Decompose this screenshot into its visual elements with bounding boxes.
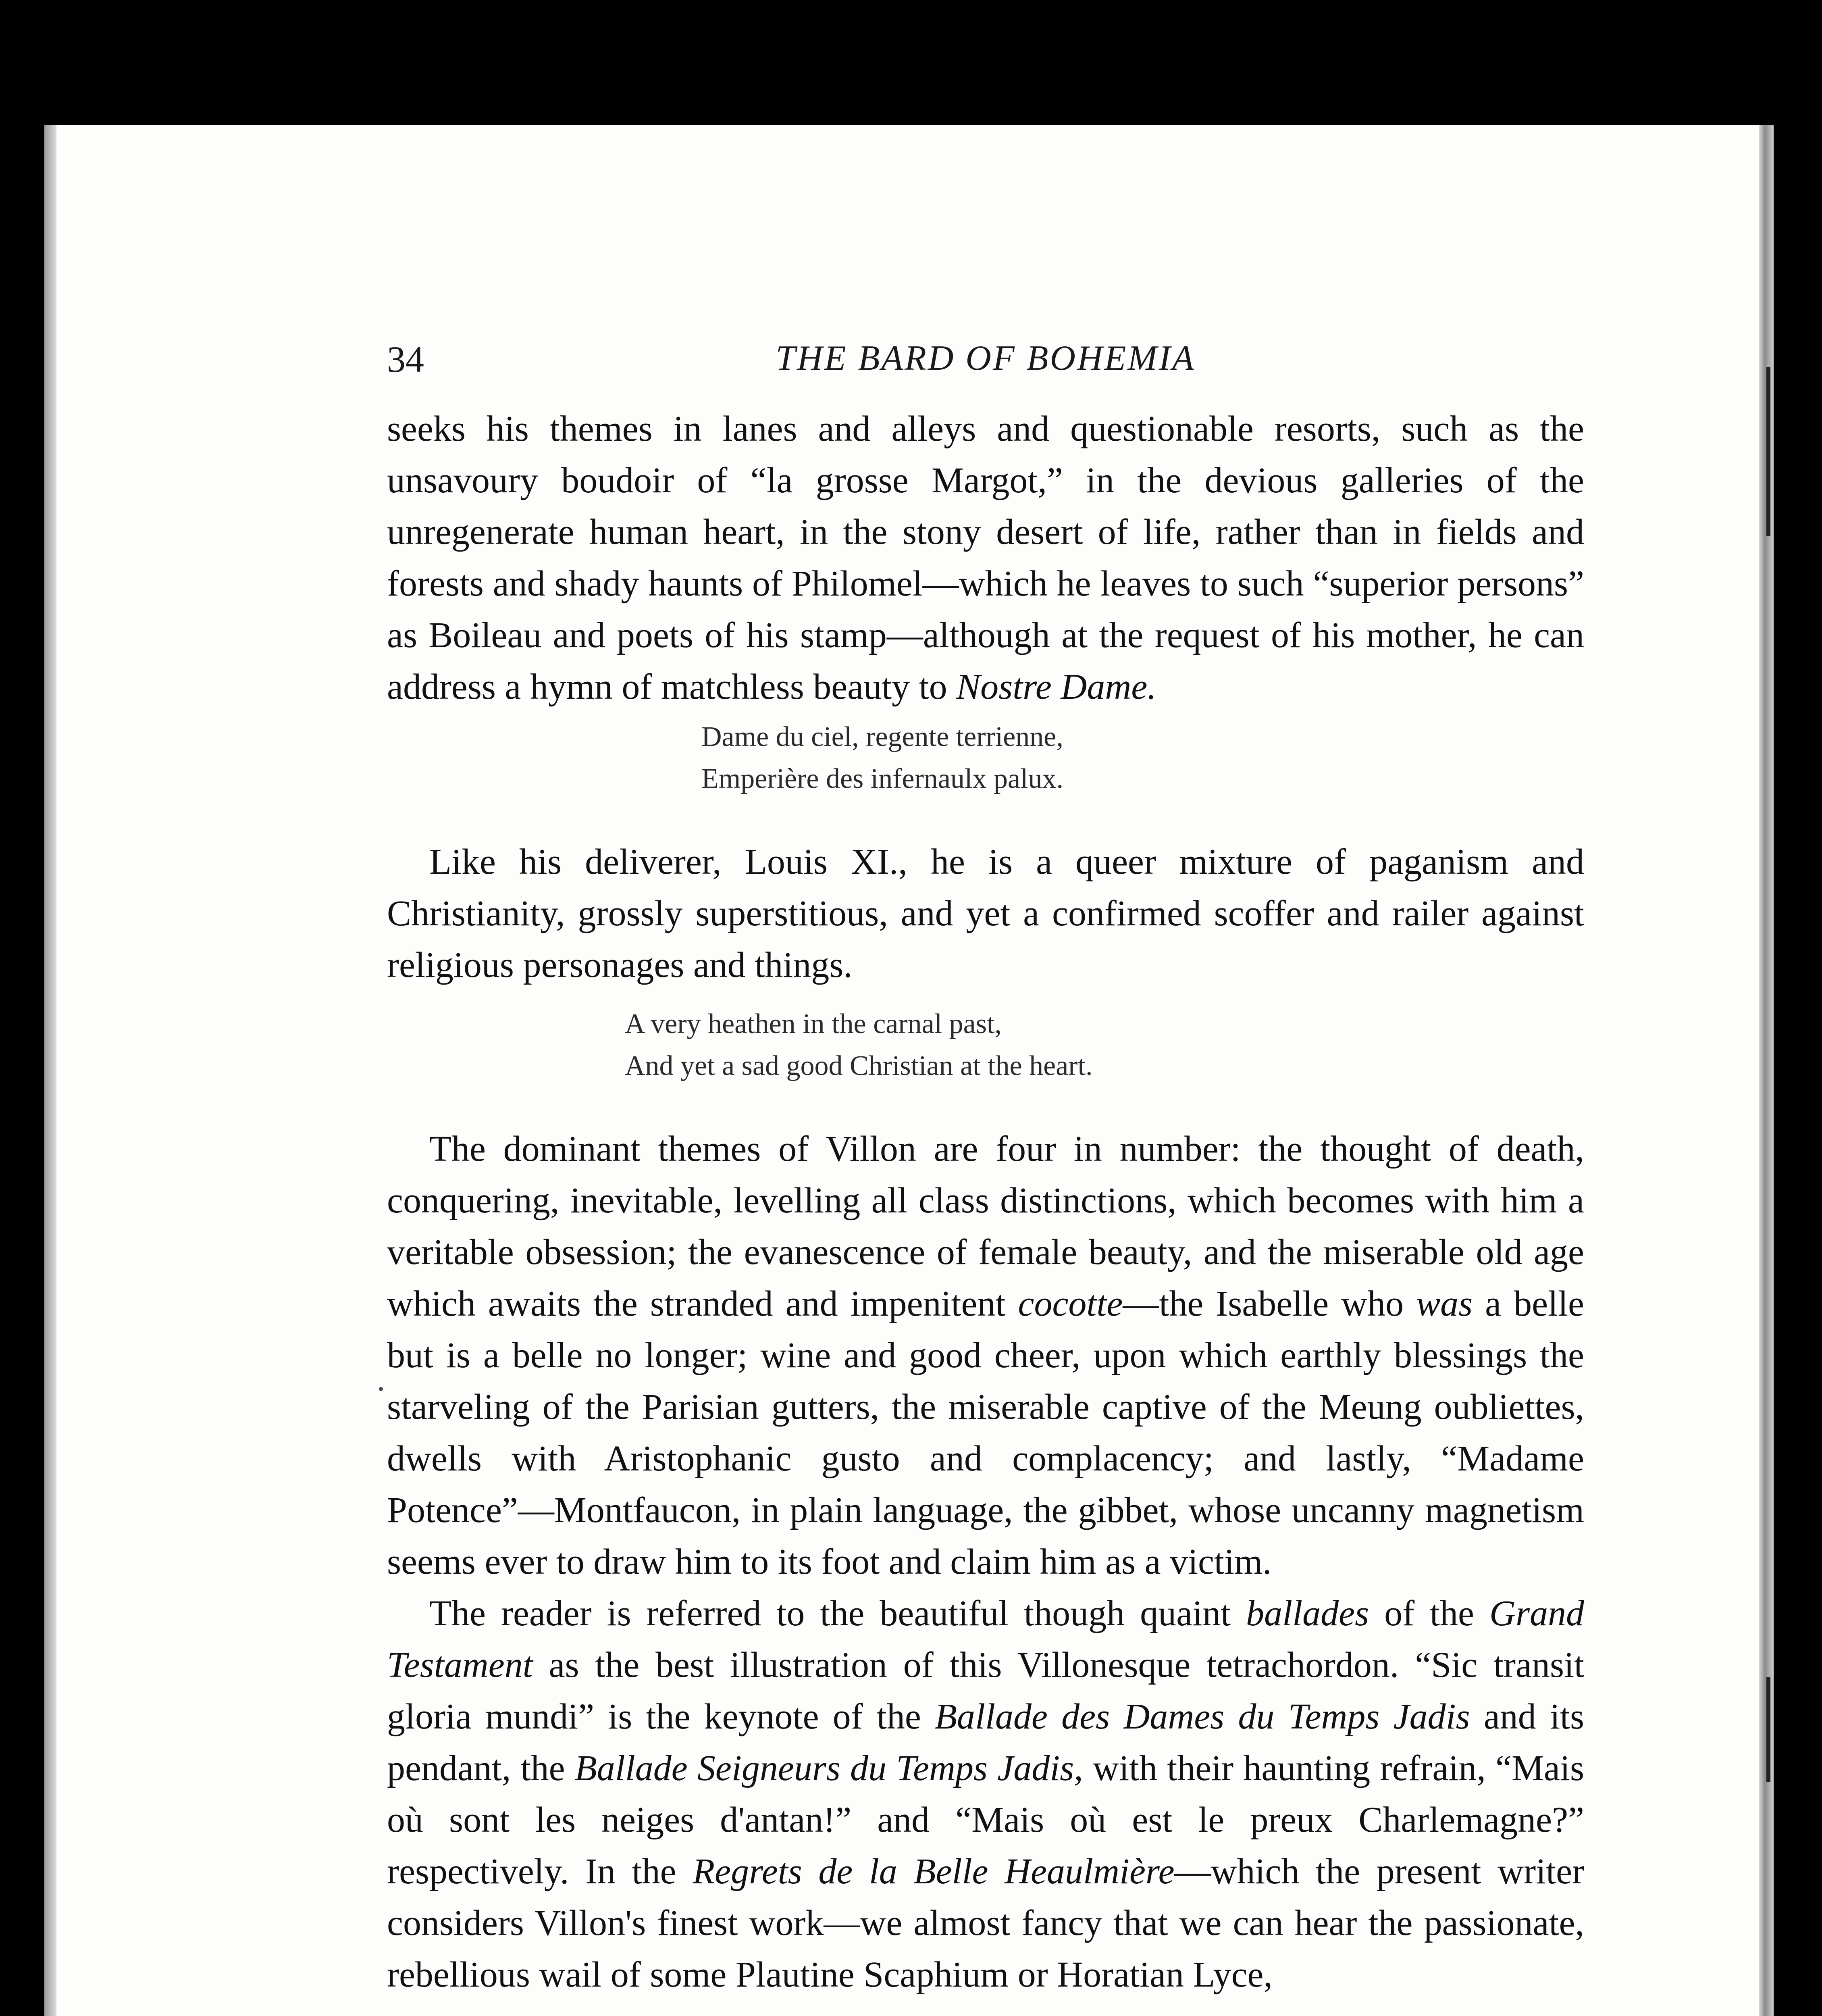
text-run: Like his deliverer, Louis XI., he is a queer mixture of paganism and Christianity, grossly superstitious, and yet a confirmed scoffer and railer against religious personages and things. — [387, 842, 1584, 985]
text-run: of the — [1369, 1593, 1489, 1633]
paragraph-4 — [387, 1588, 1584, 2001]
text-run: with their haunting refrain, “Mais où sont les neiges d'antan!” and “Mais où est le preux Charlemagne?” respectively. In the — [387, 1748, 1584, 1891]
italic-text: Ballade des Dames du Temps Jadis — [935, 1697, 1470, 1737]
italic-text: was — [1416, 1284, 1473, 1324]
italic-text: Regrets de la Belle Heaulmière — [693, 1851, 1175, 1891]
text-run: The reader is referred to the beautiful though quaint — [429, 1593, 1246, 1633]
text-run: —which the present writer considers Villon's finest work—we almost fancy that we can hear the passionate, rebellious wail of some Plautine Scaphium or Horatian Lyce, — [387, 1851, 1585, 1995]
book-page — [44, 125, 1774, 2016]
verse-line: A very heathen in the carnal past, — [625, 1008, 1002, 1039]
text-run: and its pendant, the — [387, 1697, 1584, 1788]
text-run: —the Isabelle who — [1123, 1284, 1416, 1324]
paragraph-2 — [387, 836, 1584, 991]
page-gutter-shadow — [44, 125, 56, 2016]
verse-line: Dame du ciel, regente terrienne, — [701, 721, 1063, 752]
italic-text: cocotte — [1018, 1284, 1123, 1324]
verse-quote-1 — [387, 713, 1584, 836]
text-run: seeks his themes in lanes and alleys and questionable resorts, such as the unsavoury boudoir of “la grosse Margot,” in the devious galleries of the unregenerate human heart, in the stony desert of life, rather than in fields and forests and shady haunts of Philomel—which he leaves to such “superior persons” as Boileau and poets of his stamp—although at the request of his mother, he can address a hymn of matchless beauty to — [387, 409, 1584, 707]
text-run: The dominant themes of Villon are four in number: the thought of death, conquering, inevitable, levelling all class distinctions, which becomes with him a veritable obsession; the evanescence of female beauty, and the miserable old age which awaits the stranded and impenitent — [387, 1129, 1584, 1324]
italic-text: ballades — [1246, 1593, 1369, 1633]
italic-text: Grand Testament — [387, 1593, 1584, 1685]
paragraph-1 — [387, 403, 1584, 713]
italic-text: Nostre Dame. — [956, 667, 1156, 707]
text-run: as the best illustration of this Villonesque tetrachordon. “Sic transit gloria mundi” is the keynote of the — [387, 1645, 1584, 1737]
verse-line: And yet a sad good Christian at the heart. — [625, 1050, 1093, 1081]
paragraph-3 — [387, 1123, 1584, 1588]
running-title: THE BARD OF BOHEMIA — [776, 339, 1196, 378]
page-edge — [1759, 125, 1774, 2016]
verse-line: Emperière des infernaulx palux. — [701, 763, 1063, 794]
edge-mark — [1766, 1677, 1770, 1782]
page-header — [387, 338, 1584, 398]
text-run: a belle but is a belle no longer; wine and good cheer, upon which earthly blessings the starveling of the Parisian gutters, the miserable captive of the Meung oubliettes, dwells with Aristophanic gusto and complacency; and lastly, “Madame Potence”—Montfaucon, in plain language, the gibbet, whose uncanny magnetism seems ever to draw him to its foot and claim him as a victim. — [387, 1284, 1584, 1582]
page-number: 34 — [387, 339, 424, 380]
body-text — [387, 403, 1584, 2001]
italic-text: Ballade Seigneurs du Temps Jadis, — [574, 1748, 1083, 1788]
verse-quote-2 — [387, 991, 1584, 1123]
paper-speck — [379, 1387, 383, 1391]
edge-mark — [1766, 367, 1770, 536]
